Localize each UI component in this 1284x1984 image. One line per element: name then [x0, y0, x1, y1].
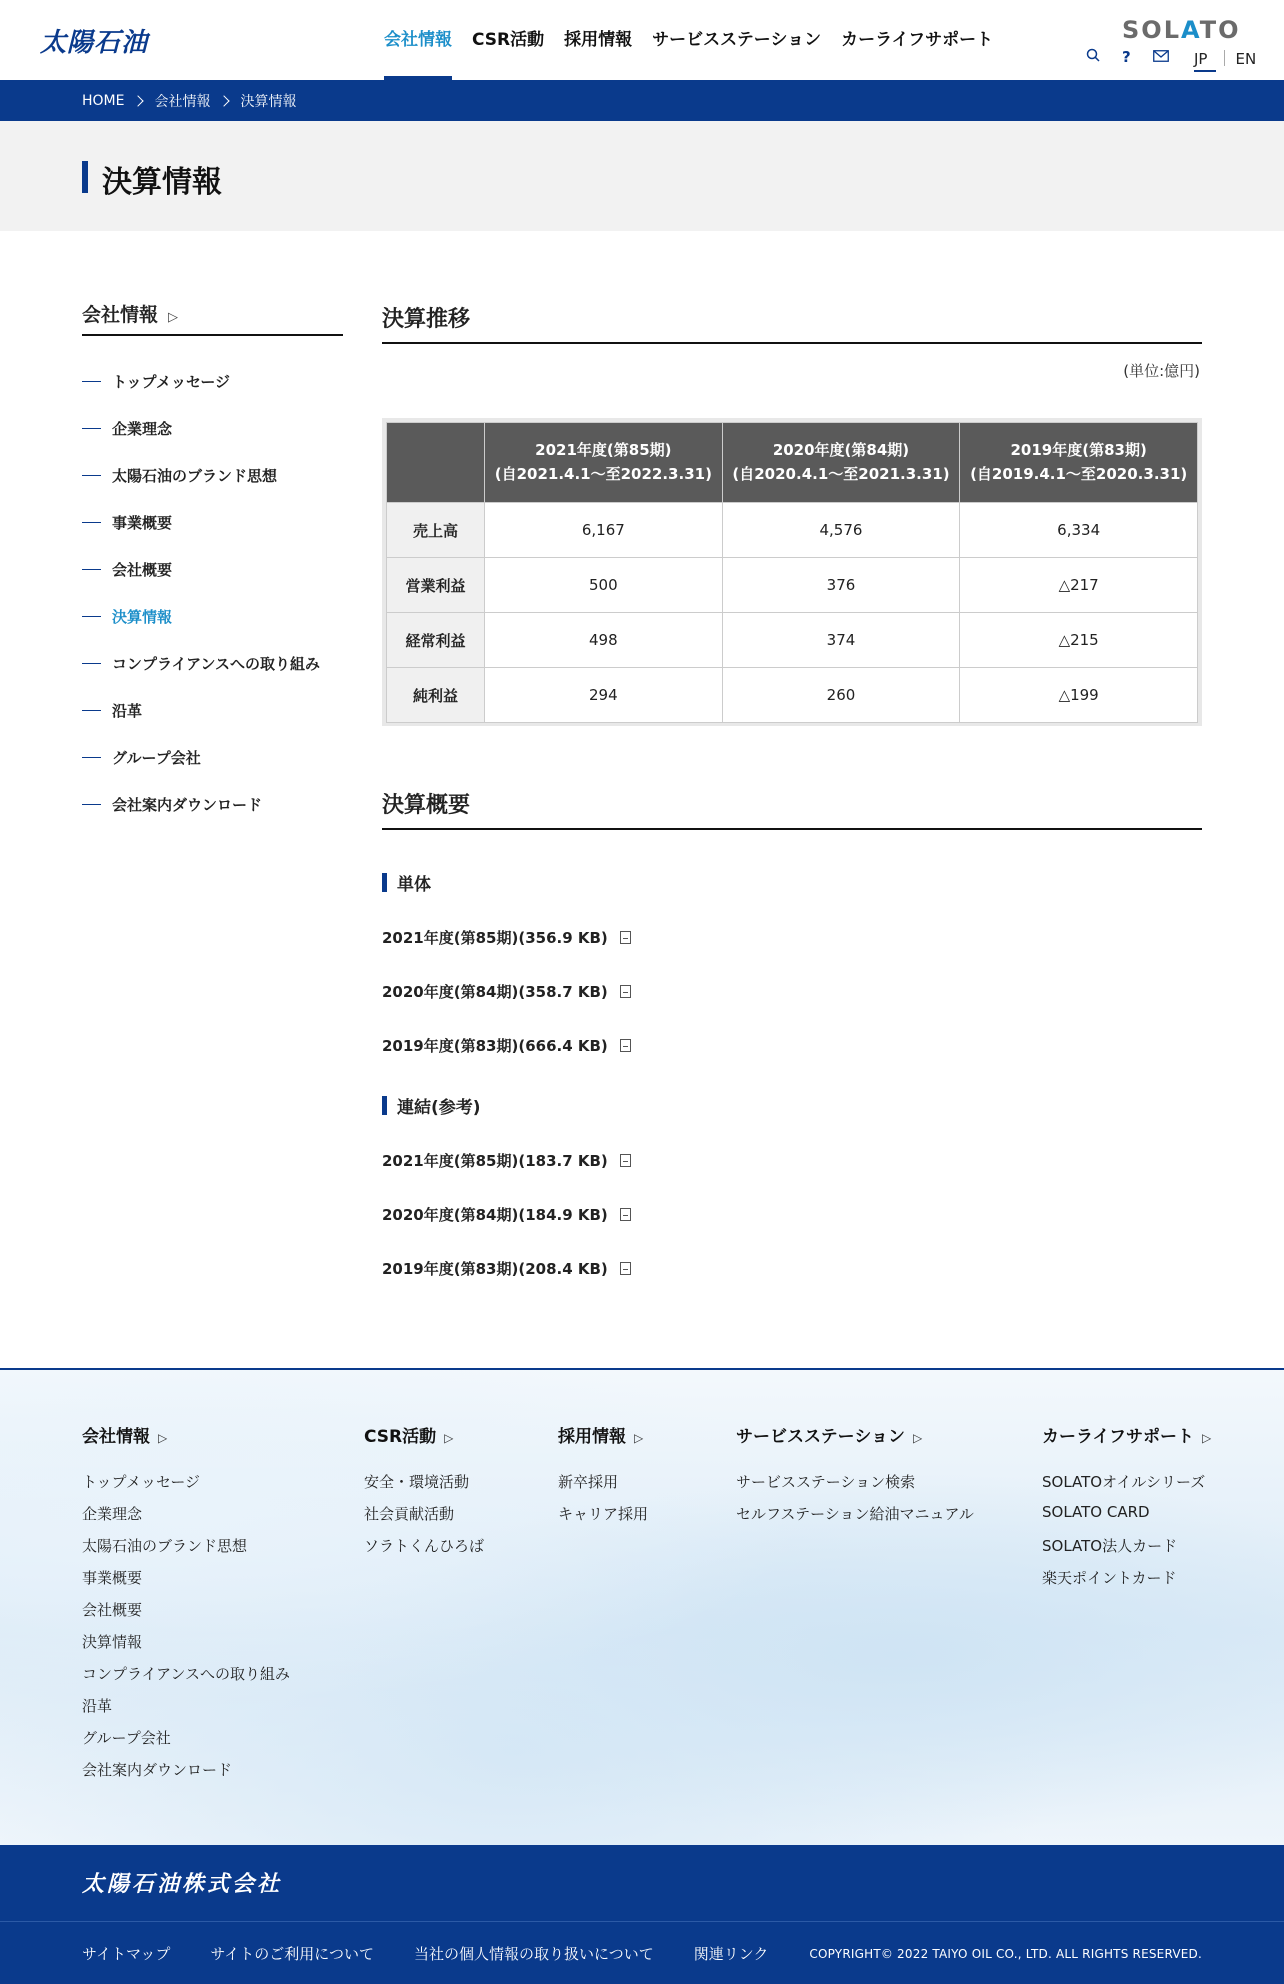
footer-link[interactable]: セルフステーション給油マニュアル [736, 1505, 974, 1523]
lang-en[interactable]: EN [1235, 50, 1257, 68]
brand-text-3: TO [1199, 16, 1241, 44]
global-nav [374, 0, 1003, 80]
summary-section [382, 786, 1202, 1280]
table-cell: 376 [722, 558, 960, 613]
table-cell: 500 [485, 558, 723, 613]
sidebar-item-label: 沿革 [112, 702, 143, 720]
pdf-icon [620, 985, 631, 998]
breadcrumb-bar [0, 80, 1284, 121]
table-cell: 6,334 [960, 503, 1198, 558]
sidebar-item[interactable] [82, 734, 343, 781]
sidebar-item[interactable] [82, 499, 343, 546]
breadcrumb-current: 決算情報 [240, 94, 297, 110]
dash-icon [82, 710, 101, 712]
footer-column-company [82, 1422, 290, 1791]
pdf-link-label: 2020年度(第84期)(358.7 KB) [382, 982, 608, 1001]
pdf-icon [620, 1154, 631, 1167]
lang-jp[interactable]: JP [1194, 50, 1216, 72]
table-row [387, 558, 1198, 613]
subheading-marker [382, 1096, 387, 1115]
table-cell: △217 [960, 558, 1198, 613]
footer-link[interactable]: 事業概要 [82, 1569, 143, 1587]
dash-icon [82, 522, 101, 524]
site-logo[interactable]: 太陽石油 [40, 28, 149, 58]
sidebar-item[interactable] [82, 640, 343, 687]
language-switch [1194, 50, 1256, 72]
row-label: 営業利益 [387, 558, 485, 613]
triangle-right-icon: ▷ [634, 1431, 644, 1445]
footer-column-heading[interactable] [736, 1422, 974, 1447]
breadcrumb-home[interactable]: HOME [82, 93, 125, 109]
table-row [387, 668, 1198, 723]
column-header [722, 423, 960, 503]
triangle-right-icon: ▷ [168, 310, 179, 325]
footer-link[interactable]: SOLATO CARD [1042, 1503, 1150, 1521]
pdf-icon [620, 931, 631, 944]
nav-car-life[interactable]: カーライフサポート [841, 30, 994, 50]
dash-icon [82, 804, 101, 806]
nav-company[interactable]: 会社情報 [374, 0, 462, 80]
pdf-download-link[interactable] [382, 1148, 1202, 1172]
page-title-band [0, 121, 1284, 231]
brand-text-1: SOL [1122, 16, 1181, 44]
sidebar-item-label: 会社案内ダウンロード [112, 796, 263, 814]
table-cell: 498 [485, 613, 723, 668]
results-table-wrapper [382, 418, 1202, 726]
sidebar-item-label: 企業理念 [112, 420, 173, 438]
breadcrumb-company[interactable]: 会社情報 [154, 94, 211, 110]
column-header-year: 2019年度(第83期) [1010, 441, 1147, 460]
column-header-period: (自2019.4.1〜至2020.3.31) [970, 464, 1188, 483]
column-header-period: (自2020.4.1〜至2021.3.31) [732, 464, 950, 483]
sidebar-item-label: 会社概要 [112, 561, 173, 579]
pdf-link-label: 2020年度(第84期)(184.9 KB) [382, 1205, 608, 1224]
column-header [485, 423, 723, 503]
pdf-download-link[interactable] [382, 925, 1202, 949]
standalone-subheading [382, 870, 1202, 895]
footer-link[interactable]: 会社概要 [82, 1601, 143, 1619]
footer-column-car-life [1042, 1422, 1211, 1599]
footer-bottom-bar [0, 1845, 1284, 1984]
title-accent-bar [82, 161, 88, 193]
nav-recruit[interactable]: 採用情報 [564, 30, 633, 50]
footer-link[interactable]: 太陽石油のブランド思想 [82, 1537, 248, 1555]
row-label: 経常利益 [387, 613, 485, 668]
sidebar-item[interactable] [82, 781, 343, 828]
sidebar [82, 300, 343, 828]
pdf-link-label: 2021年度(第85期)(356.9 KB) [382, 928, 608, 947]
pdf-icon [620, 1262, 631, 1275]
brand-text-2: A [1180, 16, 1200, 44]
unit-note: (単位:億円) [1123, 362, 1200, 380]
main-content [382, 300, 1202, 1278]
nav-service-station[interactable]: サービスステーション [652, 30, 822, 50]
dash-icon [82, 569, 101, 571]
footer-link[interactable]: 新卒採用 [558, 1473, 619, 1491]
sidebar-list [82, 358, 343, 828]
sidebar-item[interactable] [82, 405, 343, 452]
sidebar-item-label: コンプライアンスへの取り組み [112, 655, 321, 673]
footer-column-csr [364, 1422, 484, 1567]
subheading-marker [382, 873, 387, 892]
footer-column-heading[interactable] [558, 1422, 648, 1447]
sidebar-heading[interactable] [82, 300, 343, 336]
dash-icon [82, 663, 101, 665]
dash-icon [82, 381, 101, 383]
site-header [0, 0, 1284, 80]
footer-column-service-station [736, 1422, 974, 1535]
results-heading: 決算推移 [382, 300, 1202, 344]
sidebar-item[interactable] [82, 358, 343, 405]
table-cell: 294 [485, 668, 723, 723]
footer-column-heading[interactable] [364, 1422, 484, 1447]
column-header-period: (自2021.4.1〜至2022.3.31) [494, 464, 712, 483]
lang-divider [1224, 50, 1225, 66]
column-header-year: 2021年度(第85期) [535, 441, 672, 460]
footer-link[interactable]: 沿革 [82, 1697, 113, 1715]
footer-link[interactable]: 企業理念 [82, 1505, 143, 1523]
footer-link[interactable]: 決算情報 [82, 1633, 143, 1651]
pdf-download-link[interactable] [382, 1033, 1202, 1057]
footer-link-sitemap[interactable]: サイトマップ [82, 1945, 171, 1963]
subheading-label: 単体 [397, 875, 431, 895]
chevron-right-icon [133, 95, 144, 106]
sidebar-item-label: 決算情報 [112, 608, 173, 626]
footer-link[interactable]: SOLATO法人カード [1042, 1537, 1178, 1555]
triangle-right-icon: ▷ [444, 1431, 454, 1445]
mail-icon[interactable] [1153, 48, 1169, 66]
table-cell: 374 [722, 613, 960, 668]
corporate-logo[interactable]: 太陽石油株式会社 [82, 1872, 283, 1897]
nav-csr[interactable]: CSR活動 [472, 30, 545, 50]
triangle-right-icon: ▷ [912, 1431, 923, 1445]
page-title: 決算情報 [102, 165, 222, 200]
footer-link[interactable]: 安全・環境活動 [364, 1473, 470, 1491]
pdf-icon [620, 1208, 631, 1221]
footer-link-terms[interactable]: サイトのご利用について [210, 1945, 375, 1963]
footer-heading-label: 会社情報 [82, 1427, 150, 1447]
footer-link[interactable]: サービスステーション検索 [736, 1473, 916, 1491]
header-utility-icons [1086, 48, 1191, 66]
row-label: 純利益 [387, 668, 485, 723]
pdf-link-label: 2019年度(第83期)(666.4 KB) [382, 1036, 608, 1055]
sidebar-item-label: グループ会社 [112, 749, 201, 767]
results-table [386, 422, 1198, 723]
footer-link-privacy[interactable]: 当社の個人情報の取り扱いについて [414, 1945, 654, 1963]
sidebar-item-label: トップメッセージ [112, 373, 231, 391]
footer-divider [0, 1921, 1284, 1922]
chevron-right-icon [219, 95, 230, 106]
footer-column-heading[interactable] [82, 1422, 290, 1447]
footer-link[interactable]: 会社案内ダウンロード [82, 1761, 233, 1779]
footer-column-recruit [558, 1422, 648, 1535]
sidebar-item[interactable] [82, 546, 343, 593]
footer-link[interactable]: 楽天ポイントカード [1042, 1569, 1177, 1587]
pdf-download-link[interactable] [382, 979, 1202, 1003]
row-label: 売上高 [387, 503, 485, 558]
table-cell: 260 [722, 668, 960, 723]
table-cell: △199 [960, 668, 1198, 723]
sidebar-item-active[interactable] [82, 593, 343, 640]
column-header [960, 423, 1198, 503]
footer-link[interactable]: 社会貢献活動 [364, 1505, 455, 1523]
footer-link[interactable]: グループ会社 [82, 1729, 171, 1747]
search-icon[interactable] [1086, 48, 1100, 66]
copyright: COPYRIGHT© 2022 TAIYO OIL CO., LTD. ALL RIGHTS RESERVED. [809, 1947, 1202, 1961]
summary-heading: 決算概要 [382, 786, 1202, 830]
pdf-link-label: 2019年度(第83期)(208.4 KB) [382, 1259, 608, 1278]
site-footer [0, 1368, 1284, 1845]
dash-icon [82, 757, 101, 759]
table-cell: 6,167 [485, 503, 723, 558]
footer-heading-label: CSR活動 [364, 1427, 437, 1447]
table-row [387, 503, 1198, 558]
pdf-icon [620, 1039, 631, 1052]
triangle-right-icon: ▷ [158, 1431, 168, 1445]
footer-link[interactable]: コンプライアンスへの取り組み [82, 1665, 291, 1683]
pdf-download-link[interactable] [382, 1202, 1202, 1226]
solato-brand-logo[interactable] [1122, 16, 1240, 44]
pdf-download-link[interactable] [382, 1256, 1202, 1280]
footer-link[interactable]: ソラトくんひろば [364, 1537, 485, 1555]
dash-icon [82, 475, 101, 477]
sidebar-heading-label: 会社情報 [82, 304, 159, 326]
consolidated-subheading [382, 1093, 1202, 1118]
table-row [387, 613, 1198, 668]
footer-link[interactable]: SOLATOオイルシリーズ [1042, 1473, 1206, 1491]
footer-heading-label: 採用情報 [558, 1427, 626, 1447]
pdf-link-label: 2021年度(第85期)(183.7 KB) [382, 1151, 608, 1170]
sidebar-item[interactable] [82, 687, 343, 734]
table-header-row [387, 423, 1198, 503]
footer-heading-label: サービスステーション [736, 1427, 905, 1447]
subheading-label: 連結(参考) [397, 1098, 481, 1118]
footer-link[interactable]: トップメッセージ [82, 1473, 201, 1491]
dash-icon [82, 428, 101, 430]
help-icon[interactable]: ? [1122, 48, 1131, 66]
table-corner-cell [387, 423, 485, 503]
dash-icon [82, 616, 101, 618]
table-cell: △215 [960, 613, 1198, 668]
footer-link[interactable]: キャリア採用 [558, 1505, 649, 1523]
table-cell: 4,576 [722, 503, 960, 558]
footer-legal-links [82, 1943, 808, 1964]
footer-link-related[interactable]: 関連リンク [693, 1945, 769, 1963]
sidebar-item-label: 事業概要 [112, 514, 173, 532]
sidebar-item[interactable] [82, 452, 343, 499]
triangle-right-icon: ▷ [1201, 1431, 1212, 1445]
footer-heading-label: カーライフサポート [1042, 1427, 1194, 1447]
sidebar-item-label: 太陽石油のブランド思想 [112, 467, 278, 485]
footer-column-heading[interactable] [1042, 1422, 1211, 1447]
breadcrumb [82, 91, 296, 111]
column-header-year: 2020年度(第84期) [772, 441, 910, 460]
